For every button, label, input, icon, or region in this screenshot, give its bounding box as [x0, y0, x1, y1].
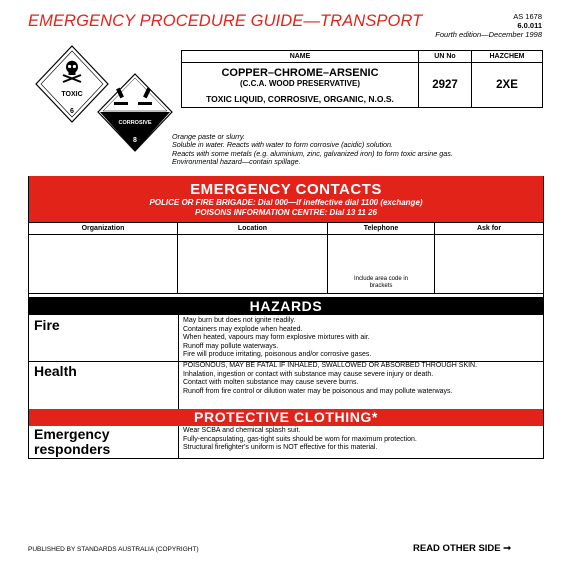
organization-column-header: Organization [29, 223, 178, 235]
toxic-class-number: 6 [70, 108, 74, 115]
standard-info [342, 12, 542, 30]
read-other-side-link[interactable]: READ OTHER SIDE ➞ [413, 543, 512, 554]
ask-for-column-header: Ask for [435, 223, 544, 235]
product-description [172, 133, 453, 166]
health-label: Health [34, 363, 77, 379]
health-line: Contact with molten substance may cause severe burns. [183, 379, 359, 387]
name-column-header: NAME [182, 51, 419, 63]
description-line: Soluble in water. Reacts with water to form corrosive (acidic) solution. [172, 140, 394, 150]
hazchem-column-header: HAZCHEM [472, 51, 543, 63]
health-line: Runoff from fire control or dilution water may be poisonous and may pollute waterways. [183, 387, 453, 395]
edition-note: Fourth edition—December 1998 [435, 30, 542, 39]
toxic-diamond-icon [36, 46, 108, 122]
fire-hazard-text [183, 317, 540, 360]
product-name-cell [182, 63, 419, 108]
ask-for-field[interactable] [435, 235, 544, 294]
fire-line: When heated, vapours may form explosive mixtures with air. [183, 334, 370, 342]
fire-line: May burn but does not ignite readily. [183, 317, 296, 324]
telephone-column-header: Telephone [328, 223, 435, 235]
un-number-column-header: UN No [419, 51, 472, 63]
row-divider [178, 426, 179, 458]
fire-line: Runoff may pollute waterways. [183, 342, 279, 350]
telephone-field[interactable] [328, 235, 435, 294]
corrosive-class-number: 8 [133, 137, 137, 144]
protective-clothing-heading: PROTECTIVE CLOTHING* [28, 409, 544, 426]
protective-line: Wear SCBA and chemical splash suit. [183, 427, 301, 434]
protective-clothing-text [183, 427, 540, 453]
fire-hazard-row [28, 315, 544, 362]
hazard-labels [30, 44, 175, 154]
product-classification: TOXIC LIQUID, CORROSIVE, ORGANIC, N.O.S. [206, 94, 394, 104]
hazards-heading: HAZARDS [28, 297, 544, 315]
product-name: COPPER–CHROME–ARSENIC [221, 67, 379, 79]
un-number: 2927 [419, 63, 472, 108]
contacts-table [28, 222, 544, 294]
publisher-note: PUBLISHED BY STANDARDS AUSTRALIA (COPYRIGHT) [28, 546, 199, 553]
protective-line: Structural firefighter's uniform is NOT effective for this material. [183, 444, 378, 452]
location-column-header: Location [178, 223, 328, 235]
corrosive-diamond-icon [98, 74, 172, 151]
poisons-centre-line: POISONS INFORMATION CENTRE: Dial 13 11 26 [195, 208, 377, 217]
fire-line: Containers may explode when heated. [183, 325, 303, 333]
standard-number: AS 1678 [513, 12, 542, 21]
location-field[interactable] [178, 235, 328, 294]
fire-line: Fire will produce irritating, poisonous and/or corrosive gases. [183, 351, 372, 359]
health-hazard-text [183, 362, 540, 396]
organization-field[interactable] [29, 235, 178, 294]
hazchem-code: 2XE [472, 63, 543, 108]
health-line: Inhalation, ingestion or contact with substance may cause severe injury or death. [183, 370, 434, 378]
document-title: EMERGENCY PROCEDURE GUIDE—TRANSPORT [28, 12, 423, 30]
emergency-responders-label: Emergency responders [34, 426, 111, 457]
health-hazard-row [28, 361, 544, 409]
emergency-contacts-banner [28, 176, 544, 222]
product-subtitle: (C.C.A. WOOD PRESERVATIVE) [239, 79, 360, 88]
health-line: POISONOUS, MAY BE FATAL IF INHALED, SWALLOWED OR ABSORBED THROUGH SKIN. [183, 362, 478, 369]
corrosive-label-text: CORROSIVE [118, 120, 152, 126]
description-line: Orange paste or slurry. [172, 132, 245, 141]
description-line: Reacts with some metals (e.g. aluminium, zinc, galvanized iron) to form toxic arsine gas. [172, 148, 453, 158]
toxic-label-text: TOXIC [61, 91, 83, 98]
police-fire-line: POLICE OR FIRE BRIGADE: Dial 000—If ineffective dial 1100 (exchange) [149, 198, 423, 207]
telephone-note: Include area code in brackets [353, 276, 409, 289]
description-line: Environmental hazard—contain spillage. [172, 156, 301, 166]
guide-code: 6.0.011 [517, 21, 542, 30]
row-divider [178, 361, 179, 409]
fire-label: Fire [34, 317, 60, 333]
protective-line: Fully-encapsulating, gas-tight suits should be worn for maximum protection. [183, 435, 417, 443]
row-divider [178, 315, 179, 361]
emergency-responders-row [28, 426, 544, 459]
emergency-contacts-heading: EMERGENCY CONTACTS [190, 181, 382, 198]
identification-table [181, 50, 543, 108]
